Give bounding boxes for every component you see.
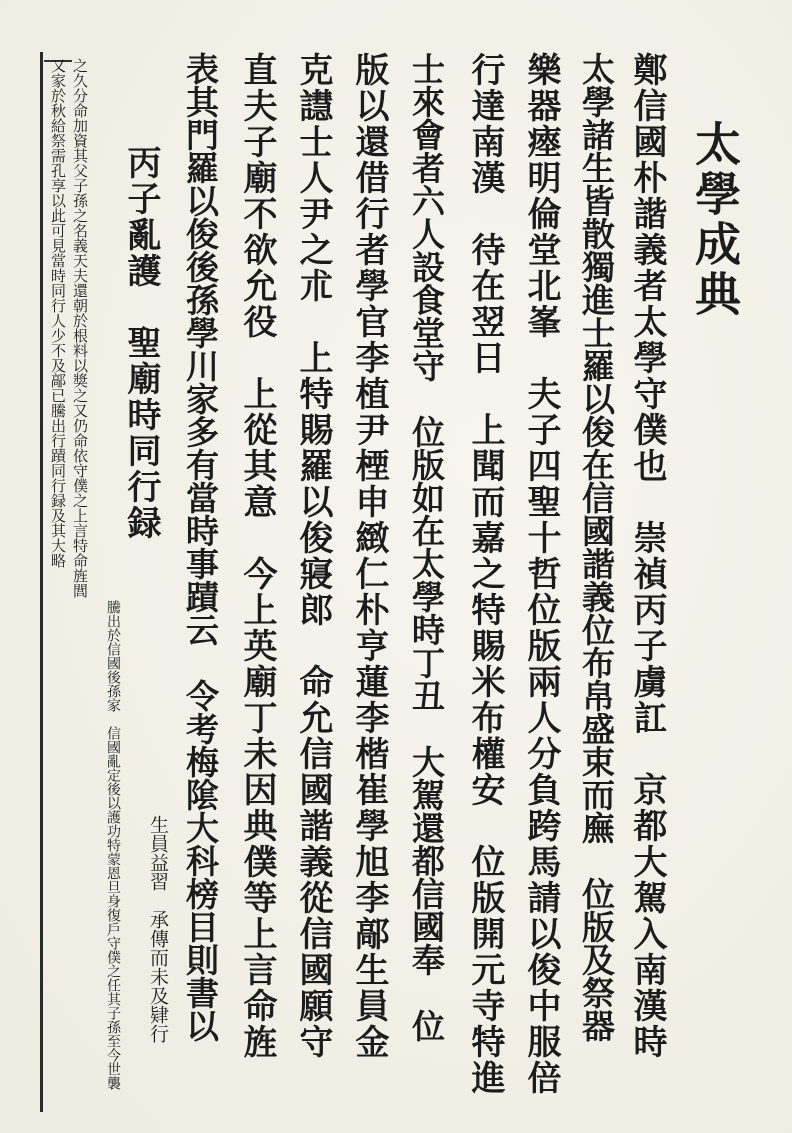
text-column-5: 士來會者六人設食堂守 位版如在太學時丁丑 大駕還都信國奉 位: [407, 52, 446, 1042]
document-title: 太學成典: [688, 120, 742, 320]
margin-note-2: 又家於秋給祭需孔享以此可見當時同行人少不及鄗已騰出行蹟同行録及其大略: [49, 58, 67, 568]
text-column-10: 丙子亂護 聖廟時同行録: [121, 145, 161, 541]
text-column-3: 樂器瘞明倫堂北峯 夫子四聖十哲位版兩人分負跨馬請以俊中服倍: [521, 52, 561, 1096]
text-column-2: 太學諸生皆散獨進士羅以俊在信國諧義位布帛盛束而廡 位版及祭器: [577, 52, 616, 1042]
margin-note-1: 之久分命加資其父子孫之名義天夫還朝於根料以獎之又仍命依守僕之上言特命旌閭: [71, 58, 89, 598]
text-column-8: 直夫子廟不欲允役 上從其意 今上英廟丁未因典僕等上言命旌: [237, 52, 277, 1060]
text-column-7: 克譿士人尹之朮 上特賜羅以俊寢郎 命允信國諧義從信國願守: [293, 52, 333, 1060]
annotation-note-2: 生員益習 承傳而未及肄行: [147, 815, 169, 1043]
left-border-line: [40, 52, 43, 1112]
text-column-4: 行達南漢 待在翌日 上聞而嘉之特賜米布權安 位版開元寺特進: [465, 52, 505, 1096]
text-column-1: 鄭信國朴諧義者太學守僕也 崇禎丙子虜訌 京都大駕入南漢時: [627, 52, 667, 1060]
text-column-6: 版以還借行者學官李植尹㮒申緻仁朴亨蓮李楷崔學旭李鄗生員金: [349, 52, 389, 1060]
text-column-9: 表其門羅以俊後孫學川家多有當時事蹟云 令考梅隂大科榜目則書以: [181, 52, 220, 1042]
annotation-note-1: 騰出於信國後孫家 信國亂定後以護功特蒙恩旦身復戶守僕之任其子孫至今世襲: [105, 600, 121, 1090]
